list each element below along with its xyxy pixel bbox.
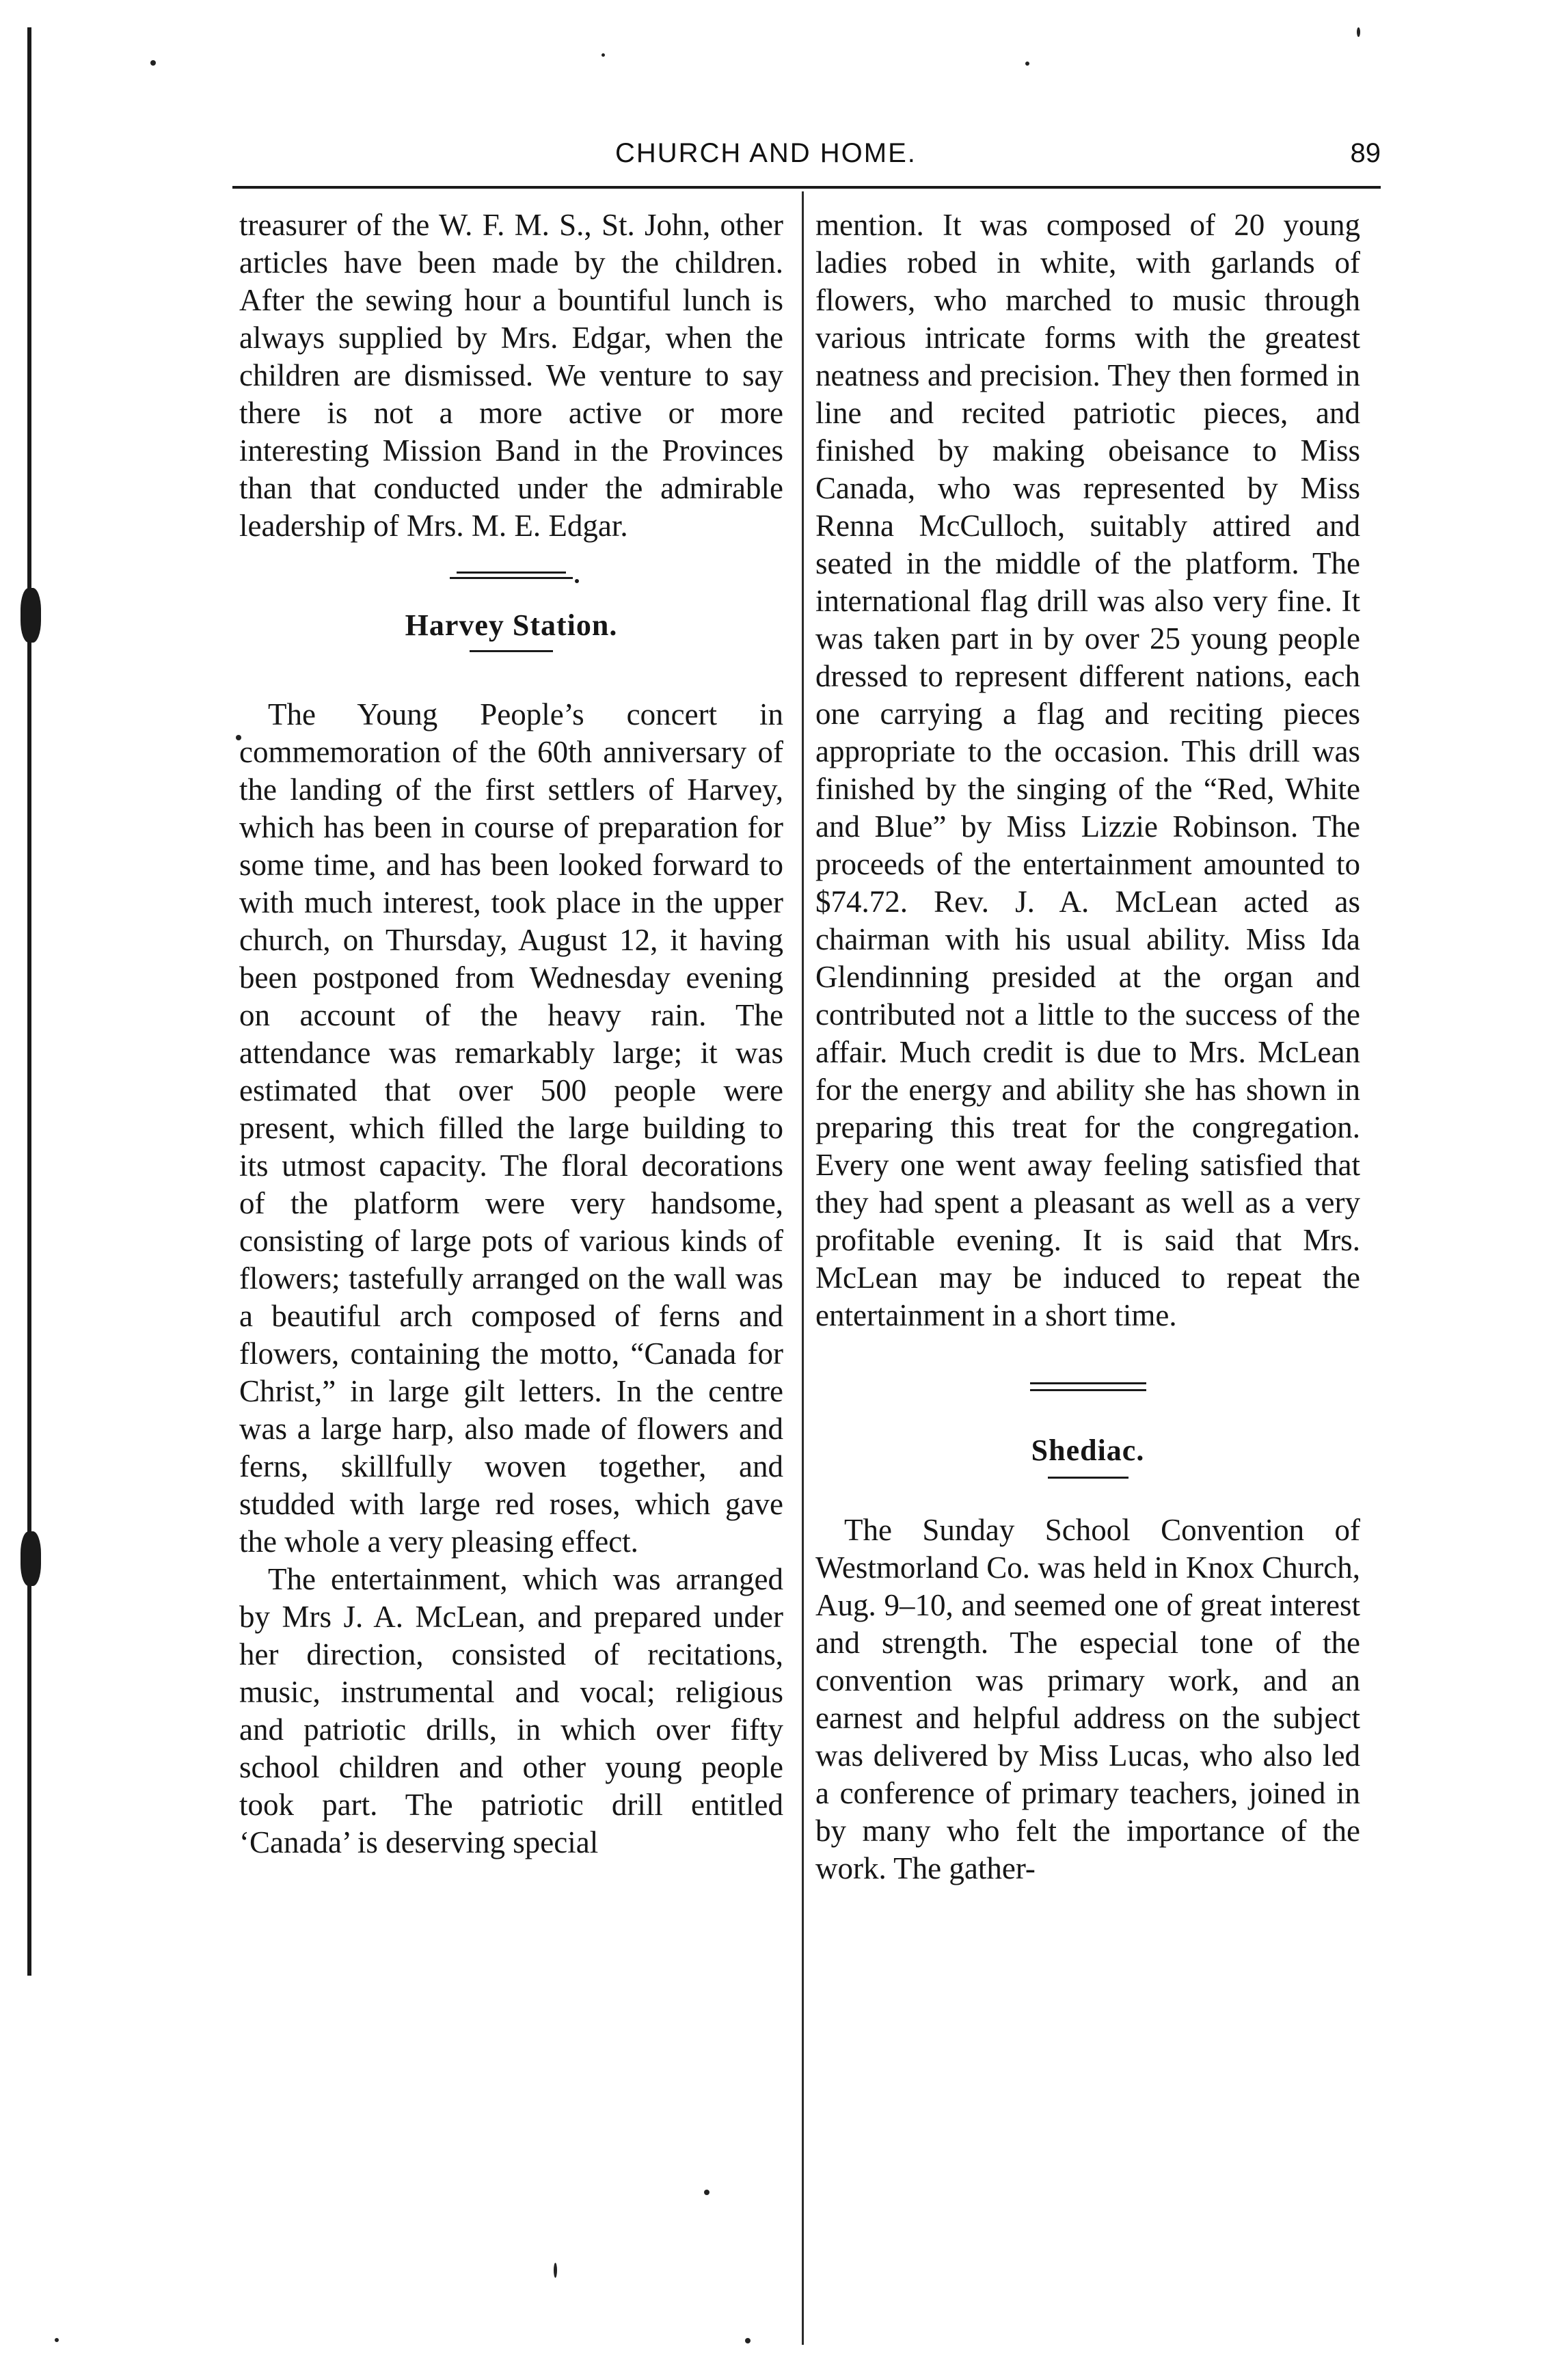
scan-speck — [554, 2263, 557, 2278]
scan-speck — [1025, 62, 1029, 66]
heading-underline — [470, 650, 553, 652]
section-separator-ornament — [443, 568, 580, 584]
section-separator-ornament — [1020, 1380, 1157, 1395]
binding-ink-blot — [21, 588, 41, 643]
scan-speck — [55, 2338, 59, 2342]
article-paragraph: mention. It was composed of 20 young ladies robed in white, with garlands of flowers, who marched to music through various intricate forms with the greatest neatness and precision. They then formed in line and recited patriotic pieces, and finished by making obeisance to Miss Canada, who was represented by Miss Renna McCulloch, suitably attired and seated in the middle of the platform. The international flag drill was also very fine. It was taken part in by over 25 young people dressed to represent different nations, each one carrying a flag and reciting pieces appropriate to the occasion. This drill was finished by the singing of the “Red, White and Blue” by Miss Lizzie Robinson. The proceeds of the entertainment amounted to $74.72. Rev. J. A. McLean acted as chairman with his usual ability. Miss Ida Glendinning presided at the organ and contributed not a little to the success of the affair. Much credit is due to Mrs. McLean for the energy and ability she has shown in preparing this treat for the congregation. Every one went away feeling satisfied that they had spent a pleasant as well as a very profitable evening. It is said that Mrs. McLean may be induced to repeat the entertainment in a short time. — [815, 208, 1360, 1332]
scan-speck — [745, 2338, 751, 2343]
page-number: 89 — [1350, 138, 1381, 168]
article-paragraph: The Young People’s concert in commemoration of the 60th anniversary of the landing of the first settlers of Harvey, which has been in course of preparation for some time, and has been looked forward to with much interest, took place in the upper church, on Thursday, August 12, it having been postponed from Wednesday evening on account of the heavy rain. The attendance was remarkably large; it was estimated that over 500 people were present, which filled the large building to its utmost capacity. The floral decorations of the platform were very handsome, consisting of large pots of various kinds of flowers; tastefully arranged on the wall was a beautiful arch composed of ferns and flowers, containing the motto, “Canada for Christ,” in large gilt letters. In the centre was a large harp, also made of flowers and ferns, skillfully woven together, and studded with large red roses, which gave the whole a very pleasing effect. — [239, 697, 783, 1559]
left-column — [239, 206, 783, 1861]
binding-edge-line — [27, 27, 31, 1976]
column-divider — [802, 191, 804, 2345]
right-column — [815, 206, 1360, 1887]
running-head-title: CHURCH AND HOME. — [615, 138, 917, 168]
running-head — [232, 135, 1381, 183]
article-paragraph: The entertainment, which was arranged by Mrs J. A. McLean, and prepared under her direction, consisted of recitations, music, instrumental and vocal; religious and patriotic drills, in which over fifty school children and other young people took part. The patriotic drill entitled ‘Canada’ is deserving special — [239, 1562, 783, 1859]
scan-speck — [1357, 27, 1360, 37]
binding-ink-blot — [21, 1531, 41, 1586]
article-paragraph: The Sunday School Convention of Westmorland Co. was held in Knox Church, Aug. 9–10, and seemed one of great interest and strength. The especial tone of the convention was primary work, and an earnest and helpful address on the subject was delivered by Miss Lucas, who also led a conference of primary teachers, joined in by many who felt the importance of the work. The gather- — [815, 1513, 1360, 1885]
article-paragraph: treasurer of the W. F. M. S., St. John, other articles have been made by the children. After the sewing hour a bountiful lunch is always supplied by Mrs. Edgar, when the children are dismissed. We venture to say there is not a more active or more interesting Mission Band in the Provinces than that conducted under the admirable leadership of Mrs. M. E. Edgar. — [239, 208, 783, 543]
section-heading-harvey-station: Harvey Station. — [405, 608, 618, 642]
header-rule — [232, 186, 1381, 189]
heading-underline — [1048, 1477, 1128, 1479]
scan-speck — [150, 60, 156, 66]
scan-speck — [601, 53, 605, 57]
section-heading-shediac: Shediac. — [1031, 1434, 1145, 1467]
scan-speck — [704, 2190, 709, 2195]
